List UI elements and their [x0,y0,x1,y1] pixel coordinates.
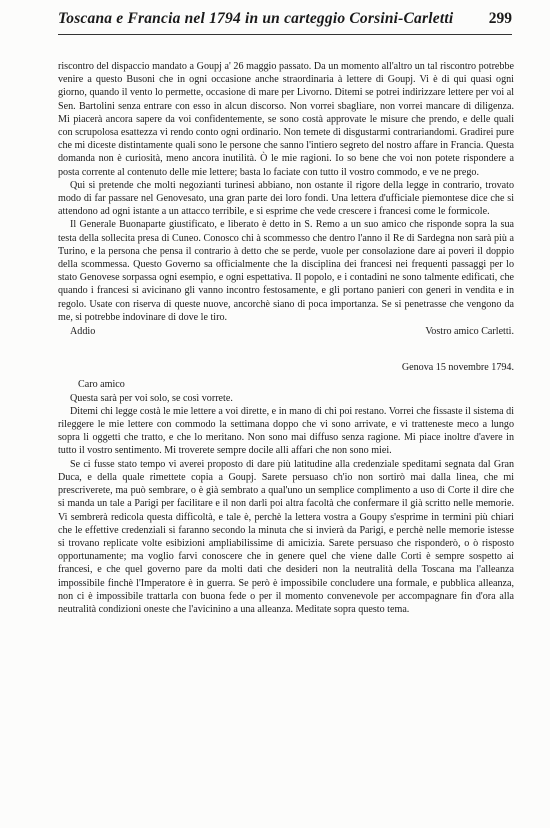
paragraph: Il Generale Buonaparte giustificato, e liberato è detto in S. Remo a un suo amico che risponde sopra la sua testa della sollecita presa di Cuneo. Conosco chi à scommesso che dentro l'anno il Re di Sardegna non sarà più a Turino, e la persona che pensa il contrario à detto che se perde, vuole per consolazione dare ai poveri il doppio della scommessa. Questo Governo sa officialmente che la disciplina dei francesi nei frequenti passaggi per lo stato Genovese sorpassa ogni esempio, e ogni espettativa. Il popolo, e i contadini ne sono talmente edificati, che quando i francesi si avicinano gli vanno incontro festosamente, e gli portano panieri con generi in vendita e in regolo. Usate con riserva di queste nuove, ancorchè siano di poca importanza. Se si penetrasse che vengono da me, si potrebbe indovinare di dove le tiro. [58,219,514,323]
opening-line: Questa sarà per voi solo, se così vorrete. [70,392,233,404]
paragraph: Qui si pretende che molti negozianti turinesi abbiano, non ostante il rigore della legge in contrario, trovato modo di far passare nel Genovesato, una gran parte dei loro fondi. Una lettera d'ufficiale piemontese dice che si attendono ad ogni istante a un attacco terribile, e si esprime che vede crescere i francesi come le formicole. [58,179,514,218]
paragraph: riscontro del dispaccio mandato a Goupj a' 26 maggio passato. Da un momento all'altro un tal riscontro potrebbe venire a questo Busoni che in ogni occasione anche straordinaria à lettere di Goupj. Vi è di qui quasi ogni giorno, quando il vento lo permette, occasione di mare per Livorno. Ditemi se potrei indirizzare lettere per voi al Sen. Bartolini senza entrare con esso in alcun discorso. Non vorrei sbagliare, non vorrei mancare di diligenza. Mi piacerà ancora sapere da voi confidentemente, se sono costà approvate le misure che prendo, e delle quali con scrupolosa esattezza vi rendo conto ogni ordinario. Non temete di disgustarmi contrariandomi. Gradirei pure che mi diceste distintamente quali sono le persone che sanno l'intiero segreto del nostro affare in Francia. Questa domanda non è curiosità, meno ancora inutilità. Ò le mie ragioni. Io so bene che voi non potete rispondere a posta corrente al contenuto delle mie lettere; basta lo faciate con tutto il vostro commodo, e ve ne prego. [58,61,514,178]
letter-genova [58,361,514,616]
dateline: Genova 15 novembre 1794. [401,362,514,374]
letter-continuation [58,60,514,338]
running-title: Toscana e Francia nel 1794 in un carteggio Corsini-Carletti [58,10,454,27]
signature: Vostro amico Carletti. [425,326,514,338]
closing: Addio [70,326,96,338]
running-header [58,10,512,35]
page-number: 299 [488,10,512,27]
paragraph: Se ci fusse stato tempo vi averei proposto di dare più latitudine alla credenziale speditami segnata dal Gran Duca, e della quale rimettete copia a Goupj. Sarete persuaso ch'io non sortirò mai dalla linea, che mi prescriverete, ma può sembrare, o è già sembrato a qual'uno un semplice complimento a uso di Corte il dire che si manda un tale a Parigi per facilitare e il non darli poi altra facoltà che confermare il già scritto nelle memorie. Vi sembrerà redicola questa difficoltà, e tale è, perchè la lettera vostra a Goupy s'esprime in termini più chiari che le effettive credenziali si faranno secondo la minuta che si invierà da Parigi, e perchè nelle memorie istesse si trovano replicate volte esibizioni ampliabilissime di amicizia. Sarete persuaso che risponderò, o ò risposto opportunamente; ma voglio farvi conoscere che in genere quel che viene dalle Corti è sempre sospetto ai francesi, e che quel governo pare da molti dati che desideri non la neutralità della Toscana ma l'alleanza impossibile finchè l'Imperatore è in guerra. Se però è impossibile concludere una formale, e pubblica alleanza, non ci è impossibile trattarla con buona fede o per il momento convenevole per accompagnare fin d'ora alla neutralità condizioni oneste che l'avicinino a una alleanza. Meditate sopra questo tema. [58,458,514,615]
salutation: Caro amico [78,379,125,391]
paragraph: Ditemi chi legge costà le mie lettere a voi dirette, e in mano di chi poi restano. Vorrei che fissaste il sistema di rileggere le mie lettere con commodo la settimana doppo che vi sono arrivate, e vi tratteneste meco a lungo sopra li oggetti che tratto, e che lo meritano. Non sono mai diffuso senza ragione. Mi piace inoltre d'avere in tutto il vostro sentimento. Mi troverete sempre docile alli affari che non sono miei. [58,405,514,457]
page-body [58,60,514,616]
letter-signoff [58,325,514,338]
